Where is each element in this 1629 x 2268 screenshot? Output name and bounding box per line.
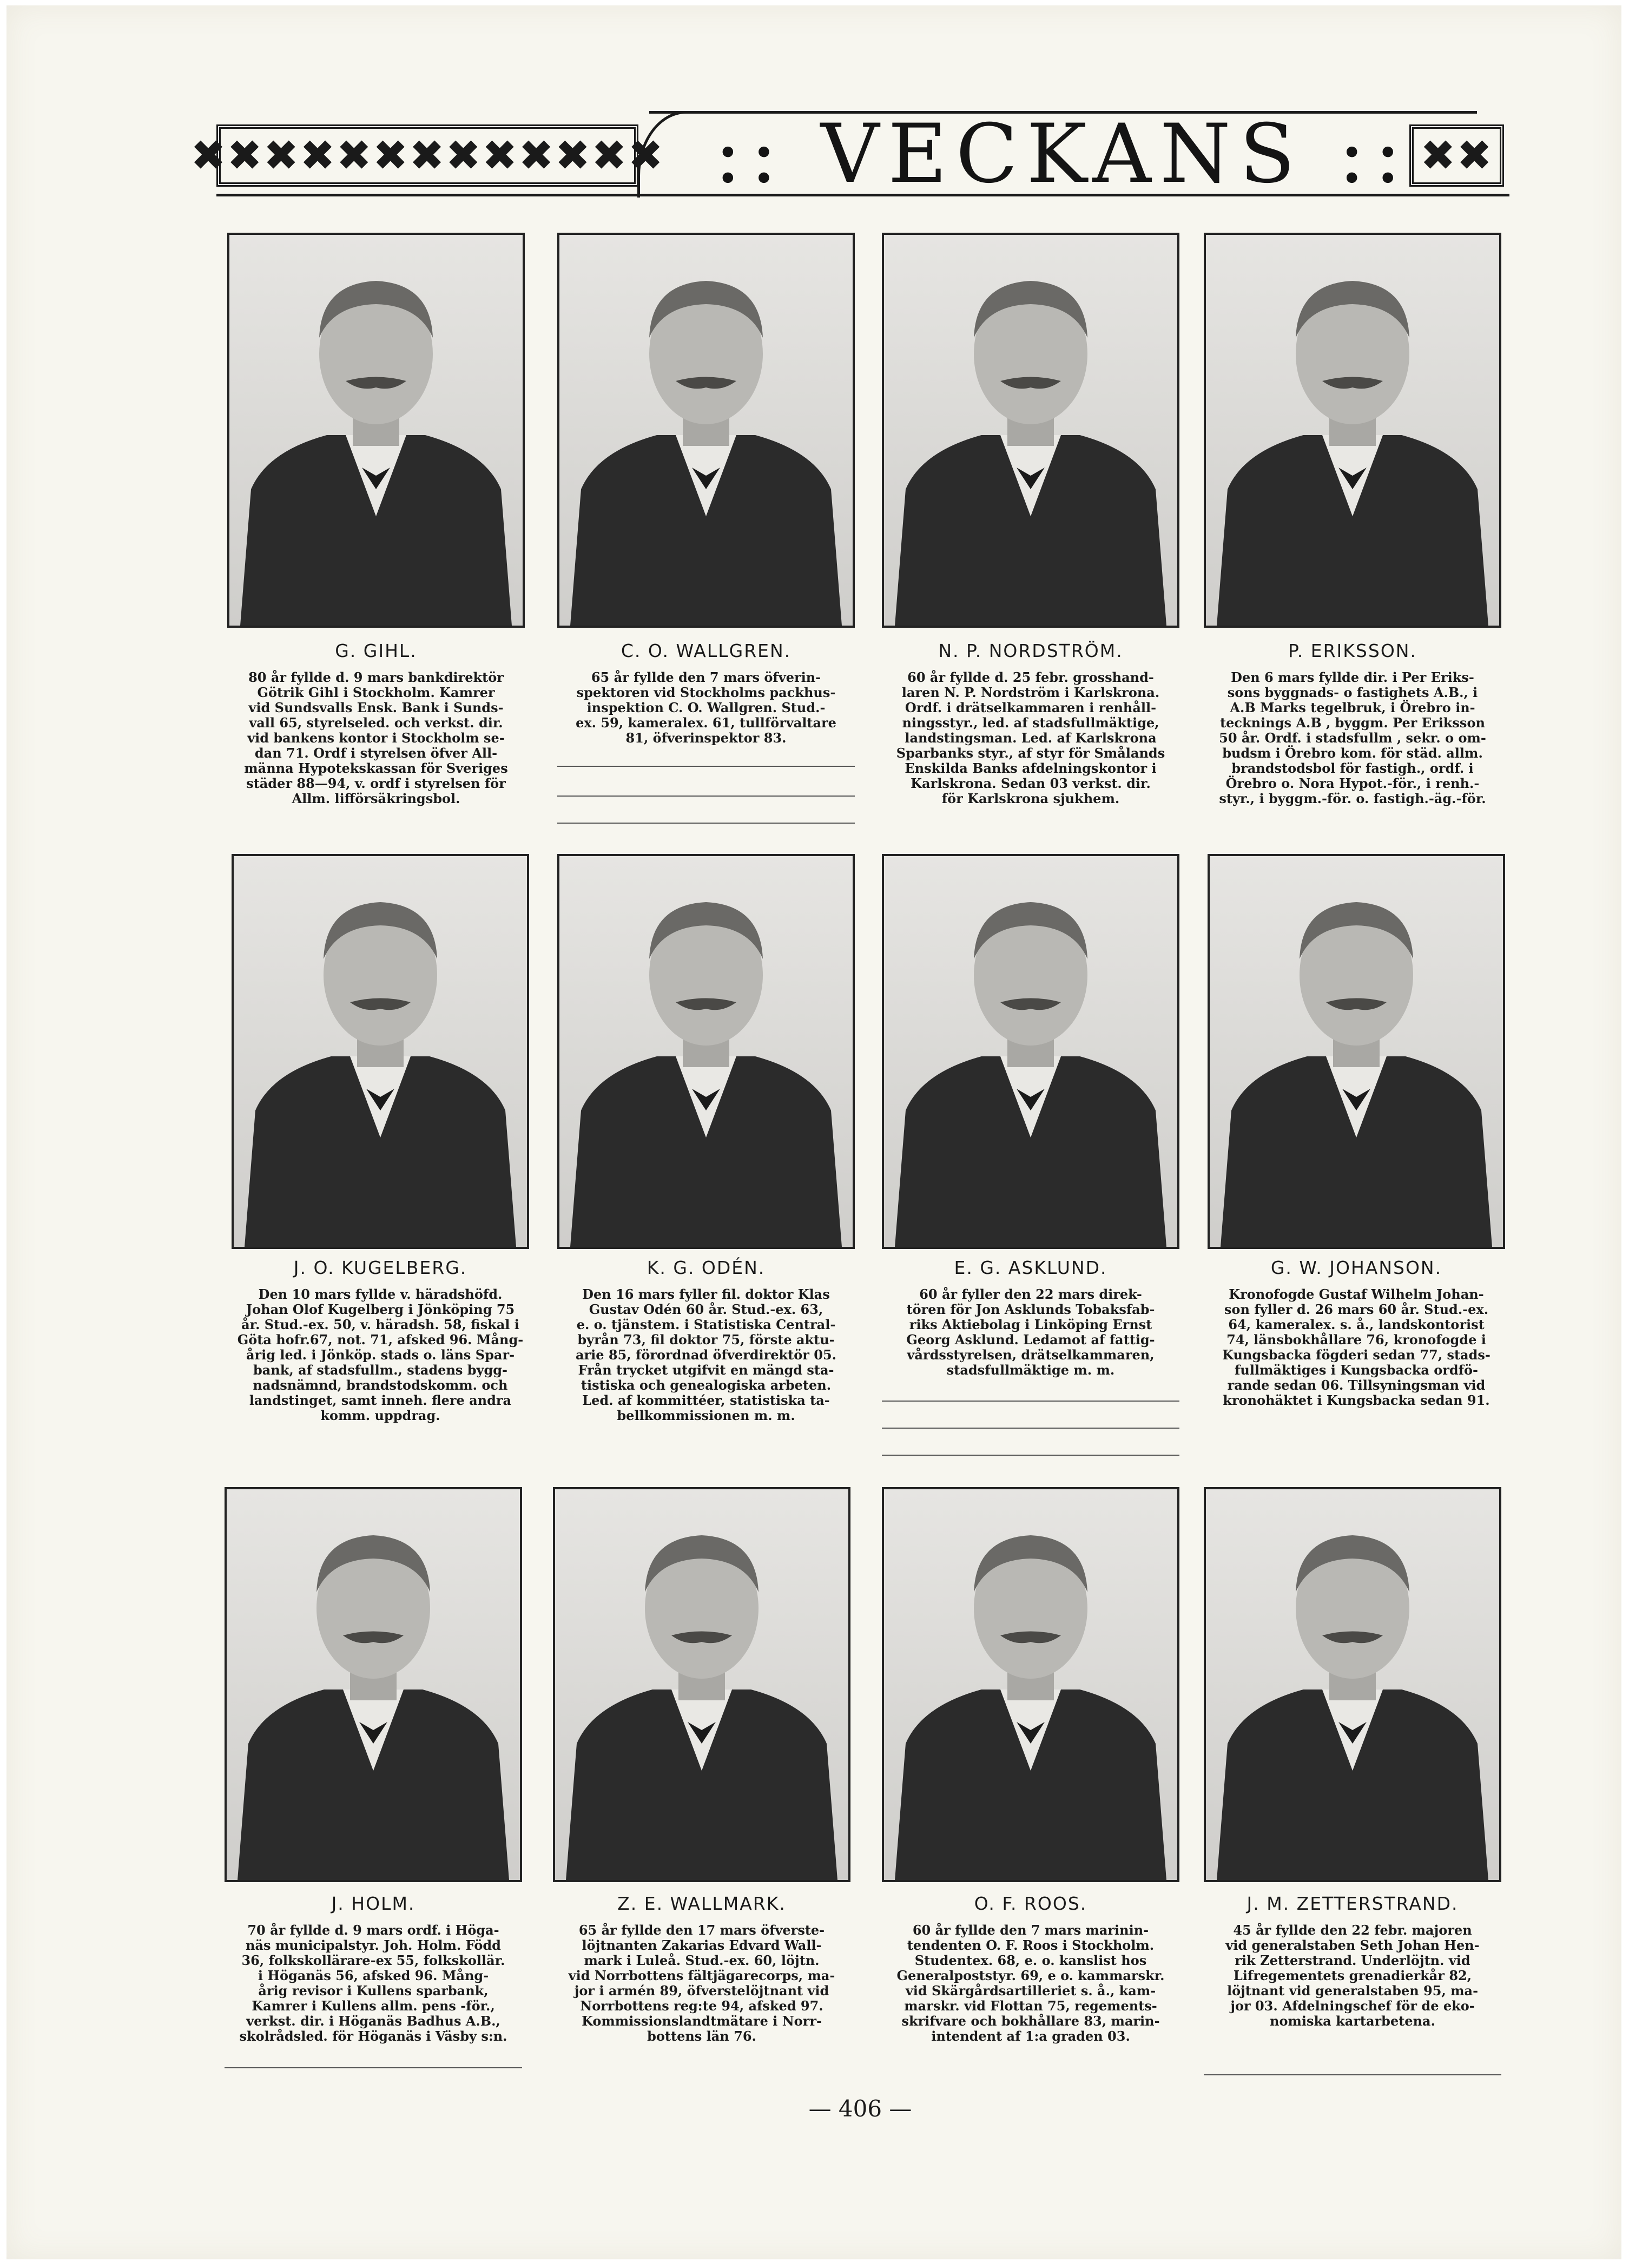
- portrait-bio: Kronofogde Gustaf Wilhelm Johan- son fyller d. 26 mars 60 år. Stud.-ex. 64, kameralex. s. å., landskontorist 74, länsbokhållare 76, kronofogde i Kungsbacka fögderi sedan 77, stads- fullmäktiges i Kungsbacka ordfö- rande sedan 06. Tillsyningsman vid kronohäktet i Kungsbacka sedan 91.: [1222, 1286, 1490, 1408]
- portrait-bio: 70 år fyllde d. 9 mars ordf. i Höga- näs municipalstyr. Joh. Holm. Född 36, folkskollärare-ex 55, folkskollär. i Höganäs 56, afsked 96. Mång- årig revisor i Kullens sparbank, Kamrer i Kullens allm. pens -för., verkst. dir. i Höganäs Badhus A.B., skolrådsled. för Höganäs i Väsby s:n.: [239, 1922, 507, 2044]
- portrait-photo: [557, 854, 855, 1249]
- portrait-photo: [232, 854, 529, 1249]
- portrait-photo: [1208, 854, 1505, 1249]
- ornament-box-right: [1409, 124, 1504, 187]
- portrait-bust-illustration: [555, 1489, 848, 1880]
- portrait-photo: [1204, 233, 1501, 628]
- portrait-bust-illustration: [234, 856, 527, 1247]
- separator-rule: [882, 1455, 1179, 1456]
- portrait-bio: Den 10 mars fyllde v. häradshöfd. Johan Olof Kugelberg i Jönköping 75 år. Stud.-ex. 50, v. häradsh. 58, fiskal i Göta hofr.67, not. 71, afsked 96. Mång- årig led. i Jönköp. stads o. läns Spar- bank, af stadsfullm., stadens bygg- nadsnämnd, brandstodskomm. och landstinget, samt inneh. flere andra komm. uppdrag.: [237, 1286, 524, 1423]
- portrait-bio: 65 år fyllde den 17 mars öfverste- löjtnanten Zakarias Edvard Wall- mark i Luleå. Stud.-ex. 60, löjtn. vid Norrbottens fältjägarecorps, ma- jor i armén 89, öfverstelöjtnant vid Norrbottens reg:te 94, afsked 97. Kommissionslandtmätare i Norr- bottens län 76.: [568, 1922, 835, 2044]
- portrait-bust-illustration: [1206, 235, 1499, 626]
- portrait-bust-illustration: [1210, 856, 1503, 1247]
- portrait-name: E. G. ASKLUND.: [954, 1257, 1107, 1278]
- portrait-name: G. GIHL.: [335, 640, 417, 661]
- separator-rule: [225, 2067, 522, 2068]
- ornament-left: ✖✖✖✖✖✖✖✖✖✖✖✖✖: [190, 131, 664, 180]
- portrait-bio: Den 6 mars fyllde dir. i Per Eriks- sons byggnads- o fastighets A.B., i A.B Marks tegelbruk, i Örebro in- tecknings A.B , byggm. Per Eriksson 50 år. Ordf. i stadsfullm , sekr. o om- budsm i Örebro kom. för städ. allm. brandstodsbol för fastigh., ordf. i Örebro o. Nora Hypot.-för., i renh.- styr., i byggm.-för. o. fastigh.-äg.-för.: [1219, 669, 1486, 806]
- portrait-photo: [227, 233, 525, 628]
- portrait-bio: 60 år fyllde d. 25 febr. grosshand- laren N. P. Nordström i Karlskrona. Ordf. i drätselkammaren i renhåll- ningsstyr., led. af stadsfullmäktige, landstingsman. Led. af Karlskrona Sparbanks styr., af styr för Smålands Enskilda Banks afdelningskontor i Karlskrona. Sedan 03 verkst. dir. för Karlskrona sjukhem.: [896, 669, 1165, 806]
- portrait-bust-illustration: [884, 235, 1177, 626]
- portrait-photo: [882, 233, 1179, 628]
- portrait-name: Z. E. WALLMARK.: [617, 1893, 786, 1914]
- portrait-name: J. M. ZETTERSTRAND.: [1247, 1893, 1459, 1914]
- portrait-photo: [557, 233, 855, 628]
- portrait-name: J. HOLM.: [331, 1893, 416, 1914]
- separator-rule: [882, 1401, 1179, 1402]
- portrait-photo: [882, 1487, 1179, 1882]
- header-arc: [637, 111, 686, 198]
- portrait-bust-illustration: [229, 235, 523, 626]
- portrait-photo: [1204, 1487, 1501, 1882]
- portrait-name: C. O. WALLGREN.: [621, 640, 792, 661]
- separator-rule: [557, 796, 855, 797]
- portrait-bio: 80 år fyllde d. 9 mars bankdirektör Götrik Gihl i Stockholm. Kamrer vid Sundsvalls Ensk. Bank i Sunds- vall 65, styrelseled. och verkst. dir. vid bankens kontor i Stockholm se- dan 71. Ordf i styrelsen öfver All- männa Hypotekskassan för Sveriges städer 88—94, v. ordf i styrelsen för Allm. lifförsäkringsbol.: [244, 669, 508, 806]
- portrait-photo: [225, 1487, 522, 1882]
- portrait-photo: [882, 854, 1179, 1249]
- portrait-bio: 65 år fyllde den 7 mars öfverin- spektoren vid Stockholms packhus- inspektion C. O. Wallgren. Stud.- ex. 59, kameralex. 61, tullförvaltare 81, öfverinspektor 83.: [576, 669, 836, 746]
- portrait-name: J. O. KUGELBERG.: [293, 1257, 467, 1278]
- portrait-name: N. P. NORDSTRÖM.: [938, 640, 1123, 661]
- portrait-bio: 60 år fyllde den 7 mars marinin- tendenten O. F. Roos i Stockholm. Studentex. 68, e. o. kanslist hos Generalpoststyr. 69, e o. kammarskr. vid Skärgårdsartilleriet s. å., kam- marskr. vid Flottan 75, regements- skrifvare och bokhållare 83, marin- intendent af 1:a graden 03.: [896, 1922, 1165, 2044]
- portrait-name: G. W. JOHANSON.: [1270, 1257, 1442, 1278]
- portrait-bust-illustration: [1206, 1489, 1499, 1880]
- portrait-name: P. ERIKSSON.: [1288, 640, 1417, 661]
- ornament-box-left: [190, 124, 664, 187]
- portrait-bio: Den 16 mars fyller fil. doktor Klas Gustav Odén 60 år. Stud.-ex. 63, e. o. tjänstem. i Statistiska Central- byrån 73, fil doktor 75, förste aktu- arie 85, förordnad öfverdirektör 05. Från trycket utgifvit en mängd sta- tistiska och genealogiska arbeten. Led. af kommittéer, statistiska ta- bellkommissionen m. m.: [575, 1286, 837, 1423]
- portrait-bust-illustration: [227, 1489, 520, 1880]
- separator-rule: [1204, 2074, 1501, 2075]
- separator-rule: [557, 766, 855, 767]
- portrait-name: K. G. ODÉN.: [647, 1257, 766, 1278]
- separator-rule: [557, 823, 855, 824]
- portrait-bio: 60 år fyller den 22 mars direk- tören för Jon Asklunds Tobaksfab- riks Aktiebolag i Linköping Ernst Georg Asklund. Ledamot af fattig- vårdsstyrelsen, drätselkammaren, stadsfullmäktige m. m.: [906, 1286, 1155, 1378]
- page-title: :: VECKANS ::: [714, 107, 1410, 201]
- portrait-bio: 45 år fyllde den 22 febr. majoren vid generalstaben Seth Johan Hen- rik Zetterstrand. Underlöjtn. vid Lifregementets grenadierkår 82, löjtnant vid generalstaben 95, ma- jor 03. Afdelningschef för de eko- nomiska kartarbetena.: [1225, 1922, 1480, 2029]
- portrait-bust-illustration: [884, 1489, 1177, 1880]
- portrait-bust-illustration: [884, 856, 1177, 1247]
- portrait-photo: [553, 1487, 850, 1882]
- page-number: — 406 —: [808, 2095, 912, 2122]
- page-header: [0, 0, 1629, 201]
- separator-rule: [882, 1428, 1179, 1429]
- portrait-bust-illustration: [559, 235, 853, 626]
- portrait-bust-illustration: [559, 856, 853, 1247]
- portrait-name: O. F. ROOS.: [974, 1893, 1087, 1914]
- ornament-right: ✖✖: [1420, 131, 1493, 180]
